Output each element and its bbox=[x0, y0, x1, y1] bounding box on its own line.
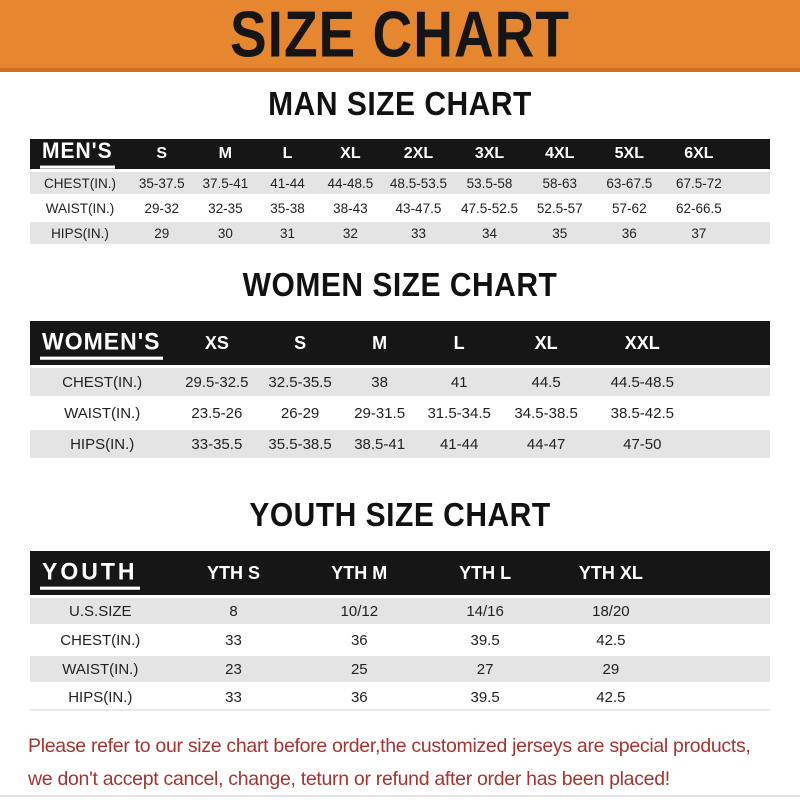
size-column-header: S bbox=[259, 321, 340, 365]
size-column-header: S bbox=[130, 139, 194, 169]
size-value: 29-32 bbox=[130, 197, 194, 219]
table-group-label-text: YOUTH bbox=[40, 557, 140, 590]
size-value: 34 bbox=[454, 222, 525, 244]
size-value: 67.5-72 bbox=[664, 172, 734, 194]
size-value: 44.5-48.5 bbox=[592, 368, 692, 396]
size-value: 47.5-52.5 bbox=[454, 197, 525, 219]
size-column-header: 4XL bbox=[525, 139, 595, 169]
size-value: 39.5 bbox=[422, 685, 548, 711]
size-column-header: 3XL bbox=[454, 139, 525, 169]
size-column-header: L bbox=[257, 139, 318, 169]
size-value: 37 bbox=[664, 222, 734, 244]
table-row bbox=[30, 172, 770, 194]
section-youth bbox=[0, 498, 800, 714]
table-row bbox=[30, 222, 770, 244]
size-value: 34.5-38.5 bbox=[500, 399, 593, 427]
size-value: 37.5-41 bbox=[194, 172, 258, 194]
table-row bbox=[30, 685, 770, 711]
table-row bbox=[30, 368, 770, 396]
size-column-header: M bbox=[194, 139, 258, 169]
row-filler bbox=[734, 172, 770, 194]
size-value: 29 bbox=[548, 656, 674, 682]
size-column-header: L bbox=[418, 321, 499, 365]
banner bbox=[0, 0, 800, 72]
size-value: 8 bbox=[171, 598, 297, 624]
row-filler bbox=[674, 685, 770, 711]
size-column-header: XL bbox=[500, 321, 593, 365]
table-group-label bbox=[30, 321, 174, 365]
footer-line1: Please refer to our size chart before order,the customized jerseys are special products, bbox=[28, 735, 751, 757]
size-value: 39.5 bbox=[422, 627, 548, 653]
measure-label: WAIST(IN.) bbox=[30, 197, 130, 219]
row-filler bbox=[674, 656, 770, 682]
section-women bbox=[0, 268, 800, 461]
size-value: 31.5-34.5 bbox=[418, 399, 499, 427]
table-header-row bbox=[30, 321, 770, 365]
measure-label: WAIST(IN.) bbox=[30, 656, 171, 682]
size-column-header: XS bbox=[174, 321, 259, 365]
size-value: 31 bbox=[257, 222, 318, 244]
footer-line2: we don't accept cancel, change, teturn or refund after order has been placed! bbox=[28, 768, 670, 790]
header-filler bbox=[674, 551, 770, 595]
size-column-header: YTH XL bbox=[548, 551, 674, 595]
row-filler bbox=[692, 399, 770, 427]
women-table-wrap bbox=[30, 318, 770, 461]
size-value: 36 bbox=[296, 685, 422, 711]
table-row bbox=[30, 399, 770, 427]
measure-label: HIPS(IN.) bbox=[30, 685, 171, 711]
men-table-wrap bbox=[30, 136, 770, 247]
measure-label: HIPS(IN.) bbox=[30, 222, 130, 244]
size-value: 58-63 bbox=[525, 172, 595, 194]
table-row bbox=[30, 656, 770, 682]
row-filler bbox=[674, 598, 770, 624]
size-value: 18/20 bbox=[548, 598, 674, 624]
size-value: 36 bbox=[595, 222, 665, 244]
table-group-label bbox=[30, 551, 171, 595]
size-value: 32 bbox=[318, 222, 383, 244]
size-value: 35-38 bbox=[257, 197, 318, 219]
size-value: 47-50 bbox=[592, 430, 692, 458]
table-row bbox=[30, 598, 770, 624]
size-value: 33 bbox=[383, 222, 454, 244]
size-value: 38.5-41 bbox=[341, 430, 419, 458]
size-value: 14/16 bbox=[422, 598, 548, 624]
size-value: 38 bbox=[341, 368, 419, 396]
size-value: 53.5-58 bbox=[454, 172, 525, 194]
footer-note bbox=[28, 730, 772, 796]
size-value: 63-67.5 bbox=[595, 172, 665, 194]
women-size-table bbox=[30, 318, 770, 461]
size-value: 44-48.5 bbox=[318, 172, 383, 194]
size-value: 23 bbox=[171, 656, 297, 682]
size-value: 30 bbox=[194, 222, 258, 244]
measure-label: CHEST(IN.) bbox=[30, 627, 171, 653]
size-value: 29 bbox=[130, 222, 194, 244]
size-value: 25 bbox=[296, 656, 422, 682]
size-value: 32.5-35.5 bbox=[259, 368, 340, 396]
size-value: 41 bbox=[418, 368, 499, 396]
size-value: 33 bbox=[171, 627, 297, 653]
size-value: 62-66.5 bbox=[664, 197, 734, 219]
table-group-label-text: WOMEN'S bbox=[40, 327, 163, 360]
size-value: 52.5-57 bbox=[525, 197, 595, 219]
row-filler bbox=[674, 627, 770, 653]
size-value: 35.5-38.5 bbox=[259, 430, 340, 458]
size-value: 35 bbox=[525, 222, 595, 244]
size-column-header: XL bbox=[318, 139, 383, 169]
measure-label: CHEST(IN.) bbox=[30, 368, 174, 396]
size-value: 23.5-26 bbox=[174, 399, 259, 427]
size-column-header: 6XL bbox=[664, 139, 734, 169]
section-men bbox=[0, 87, 800, 247]
size-value: 33 bbox=[171, 685, 297, 711]
row-filler bbox=[734, 222, 770, 244]
men-size-table bbox=[30, 136, 770, 247]
size-value: 43-47.5 bbox=[383, 197, 454, 219]
size-value: 41-44 bbox=[418, 430, 499, 458]
size-value: 48.5-53.5 bbox=[383, 172, 454, 194]
women-section-heading: WOMEN SIZE CHART bbox=[242, 267, 558, 304]
size-value: 10/12 bbox=[296, 598, 422, 624]
size-value: 33-35.5 bbox=[174, 430, 259, 458]
header-filler bbox=[692, 321, 770, 365]
youth-section-heading: YOUTH SIZE CHART bbox=[249, 497, 551, 534]
size-value: 44-47 bbox=[500, 430, 593, 458]
size-value: 44.5 bbox=[500, 368, 593, 396]
size-value: 57-62 bbox=[595, 197, 665, 219]
size-column-header: 5XL bbox=[595, 139, 665, 169]
size-column-header: YTH L bbox=[422, 551, 548, 595]
measure-label: U.S.SIZE bbox=[30, 598, 171, 624]
row-filler bbox=[734, 197, 770, 219]
row-filler bbox=[692, 368, 770, 396]
size-column-header: YTH M bbox=[296, 551, 422, 595]
size-column-header: M bbox=[341, 321, 419, 365]
size-value: 42.5 bbox=[548, 685, 674, 711]
size-value: 32-35 bbox=[194, 197, 258, 219]
men-section-heading: MAN SIZE CHART bbox=[268, 86, 532, 123]
banner-title: SIZE CHART bbox=[230, 0, 570, 71]
table-group-label-text: MEN'S bbox=[40, 139, 115, 168]
size-value: 29.5-32.5 bbox=[174, 368, 259, 396]
table-header-row bbox=[30, 551, 770, 595]
size-value: 38.5-42.5 bbox=[592, 399, 692, 427]
table-row bbox=[30, 430, 770, 458]
header-filler bbox=[734, 139, 770, 169]
size-column-header: XXL bbox=[592, 321, 692, 365]
size-value: 26-29 bbox=[259, 399, 340, 427]
size-value: 36 bbox=[296, 627, 422, 653]
size-column-header: YTH S bbox=[171, 551, 297, 595]
size-value: 41-44 bbox=[257, 172, 318, 194]
table-row bbox=[30, 627, 770, 653]
size-value: 38-43 bbox=[318, 197, 383, 219]
youth-table-wrap bbox=[30, 548, 770, 714]
measure-label: CHEST(IN.) bbox=[30, 172, 130, 194]
measure-label: WAIST(IN.) bbox=[30, 399, 174, 427]
size-value: 27 bbox=[422, 656, 548, 682]
measure-label: HIPS(IN.) bbox=[30, 430, 174, 458]
youth-size-table bbox=[30, 548, 770, 714]
row-filler bbox=[692, 430, 770, 458]
size-value: 35-37.5 bbox=[130, 172, 194, 194]
size-value: 42.5 bbox=[548, 627, 674, 653]
table-header-row bbox=[30, 139, 770, 169]
table-group-label bbox=[30, 139, 130, 169]
bottom-divider bbox=[0, 795, 800, 797]
table-row bbox=[30, 197, 770, 219]
size-value: 29-31.5 bbox=[341, 399, 419, 427]
size-column-header: 2XL bbox=[383, 139, 454, 169]
